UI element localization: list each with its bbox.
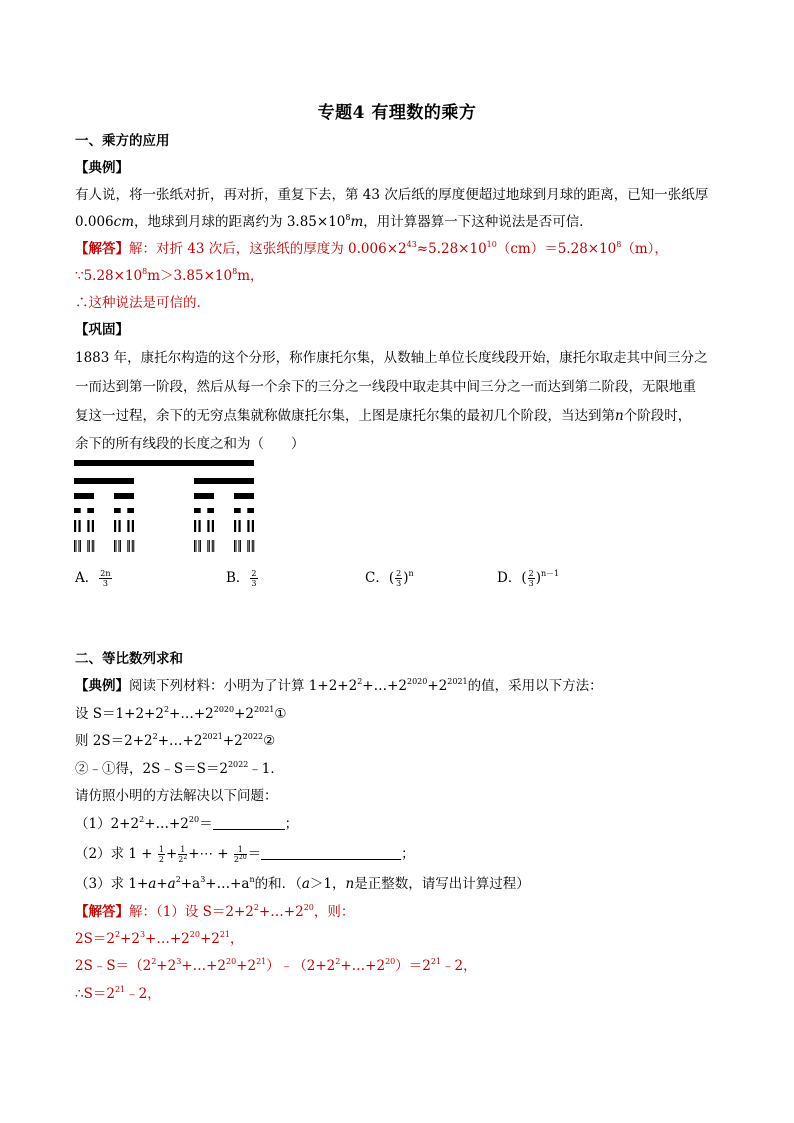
example-tag: 【典例】 [75, 160, 129, 176]
answer-blank-1[interactable] [213, 817, 285, 830]
section1-heading: 一、乘方的应用 [75, 133, 170, 149]
then-2s-line: 则 $2S=2+2^2+\dots+2^{2021}+2^{2022}②$ [75, 732, 276, 749]
answer-line1: 【解答】解：对折 43 次后，这张纸的厚度为 $0.006\times 2^{43}\approx 5.28\times 10^{10}(cm)=5.28\times 10^8(m)$， [75, 240, 668, 257]
answer-line3: ∴这种说法是可信的． [75, 295, 210, 311]
question-3: （3）求 $1+a+a^2+a^3+\dots+a^n$的和．（a＞1，n是正整数，请写出计算过程） [75, 875, 530, 892]
example-text-line2: 0.006cm，地球到月球的距离约为 $3.85\times 10^8m$，用计算器算一下这种说法是否可信． [75, 213, 593, 230]
choice-c[interactable]: C．( $\frac{2}{3}$ )$^n$ [365, 569, 414, 588]
section2-heading: 二、等比数列求和 [75, 651, 183, 667]
section2-answer-line2: $2S=2^2+2^3+\dots+2^{20}+2^{21}$， [75, 930, 244, 947]
choice-b[interactable]: B． $\frac{2}{3}$ [226, 569, 257, 588]
choice-a[interactable]: A． $\frac{2n}{3}$ [75, 569, 111, 588]
cantor-stage-2 [74, 493, 254, 499]
section2-answer-line1: 【解答】解：（1）设 $S=2+2^2+\dots+2^{20}$，则： [75, 903, 355, 920]
instruction-line: 请仿照小明的方法解决以下问题： [75, 788, 278, 804]
answer-line2: $\because 5.28\times 10^8m>3.85\times 10^8m$， [75, 267, 264, 284]
section2-answer-line3: $2S﹣S=(2^2+2^3+\dots+2^{20}+2^{21})﹣(2+2^2+\dots+2^{20})=2^{21}﹣2$， [75, 957, 477, 974]
question-2: （2）求 1 + $\frac{1}{2}$ + $\frac{1}{2^2}$ +⋯ + $\frac{1}{2^{20}}$ ＝ ； [75, 845, 415, 864]
example-text-line1: 有人说，将一张纸对折，再对折，重复下去，第 43 次后纸的厚度便超过地球到月球的距离，已知一张纸厚 [75, 187, 709, 203]
cantor-stage-5 [74, 540, 254, 552]
cantor-stage-3 [74, 508, 254, 513]
consolidate-line3: 复这一过程，余下的无穷点集就称做康托尔集，上图是康托尔集的最初几个阶段，当达到第n个阶段时， [75, 408, 692, 424]
choice-d[interactable]: D．( $\frac{2}{3}$ )$^{n-1}$ [497, 569, 560, 588]
section2-example-intro: 【典例】阅读下列材料：小明为了计算 $1+2+2^2+\dots+2^{2020}+2^{2021}$的值，采用以下方法： [75, 677, 603, 694]
difference-line: ②﹣①得，$2S﹣S=S=2^{2022}﹣1$． [75, 760, 284, 777]
question-1: $(1)2+2^2+\dots+2^{20}=$ ； [75, 815, 299, 832]
section2-answer-line4: $\therefore S=2^{21}﹣2$， [75, 985, 161, 1002]
consolidate-tag: 【巩固】 [75, 322, 129, 338]
cantor-stage-0 [74, 460, 254, 466]
consolidate-line1: 1883 年，康托尔构造的这个分形，称作康托尔集，从数轴上单位长度线段开始，康托尔取走其中间三分之 [75, 350, 708, 366]
set-s-line: 设 $S=1+2+2^2+\dots+2^{2020}+2^{2021}①$ [75, 705, 287, 722]
cantor-stage-4 [74, 520, 254, 532]
cantor-set-figure [72, 458, 262, 554]
consolidate-line2: 一而达到第一阶段，然后从每一个余下的三分之一线段中取走其中间三分之一而达到第二阶段，无限地重 [75, 379, 696, 395]
consolidate-line4: 余下的所有线段的长度之和为（ ） [75, 436, 305, 452]
page-title: 专题4 有理数的乘方 [317, 103, 477, 123]
answer-blank-2[interactable] [261, 847, 401, 860]
cantor-stage-1 [74, 478, 254, 484]
